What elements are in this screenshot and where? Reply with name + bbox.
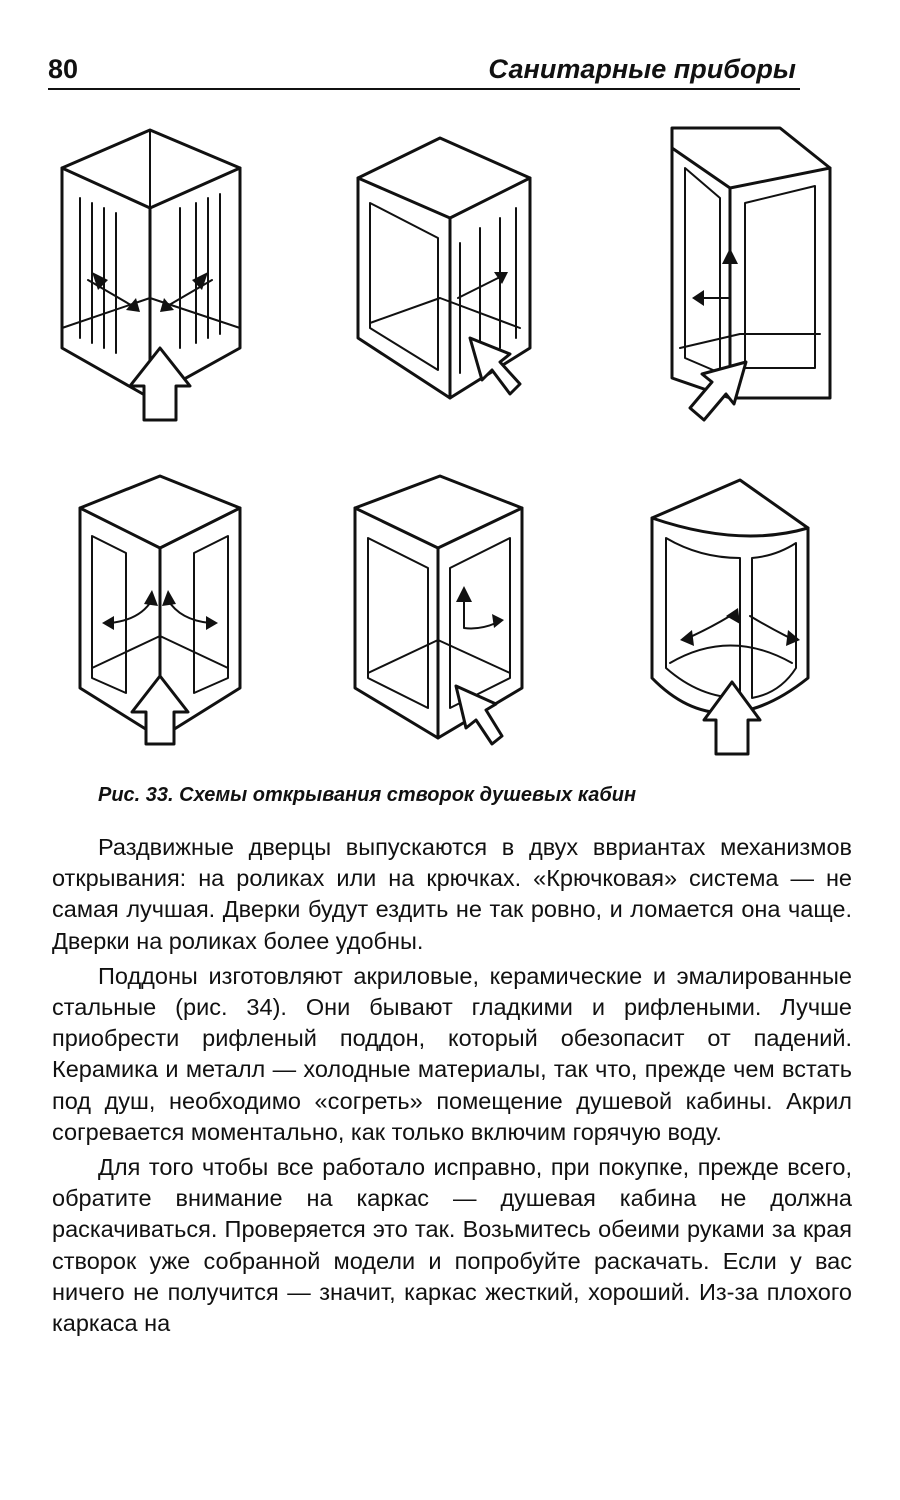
figure-caption: Рис. 33. Схемы открывания створок душевых кабин — [98, 784, 637, 806]
body-text — [52, 832, 852, 1343]
diagram-square-double-hinged-doors — [80, 476, 240, 744]
page-number: 80 — [48, 54, 79, 84]
page-header — [48, 48, 800, 90]
paragraph: Для того чтобы все работало исправно, при покупке, прежде всего, обратите внимание на каркас — душевая кабина не должна раскачиваться. Проверяется это так. Возьмитесь обеими руками за края створок уже собранной модели и попробуйте раскачать. Если у вас ничего не получится — значит, каркас жесткий, хороший. Из-за плохого каркаса на — [52, 1154, 852, 1337]
figure-33 — [40, 108, 860, 768]
paragraph: Раздвижные дверцы выпускаются в двух ввриантах механизмов открывания: на роликах или на крючках. «Крючковая» система — не самая лучшая. Дверки будут ездить не так ровно, и ломается она чаще. Дверки на роликах более удобны. — [52, 834, 852, 954]
paragraph: Поддоны изготовляют акриловые, керамические и эмалированные стальные (рис. 34). Они бывают гладкими и рифлеными. Лучше приобрести рифленый поддон, который обезопасит от падений. Керамика и металл — холодные материалы, так что, прежде чем встать под душ, необходимо «согреть» помещение душевой кабины. Акрил согревается моментально, как только включим горячую воду. — [52, 962, 852, 1145]
diagram-rectangular-hinged-door — [355, 476, 522, 744]
diagram-quadrant-double-hinged-doors — [652, 480, 808, 754]
diagram-pentagonal-hinged-door — [672, 128, 830, 420]
diagram-two-corner-sliding-doors — [62, 130, 240, 420]
diagram-single-side-sliding-door — [358, 138, 530, 398]
running-title: Санитарные приборы — [488, 54, 796, 84]
